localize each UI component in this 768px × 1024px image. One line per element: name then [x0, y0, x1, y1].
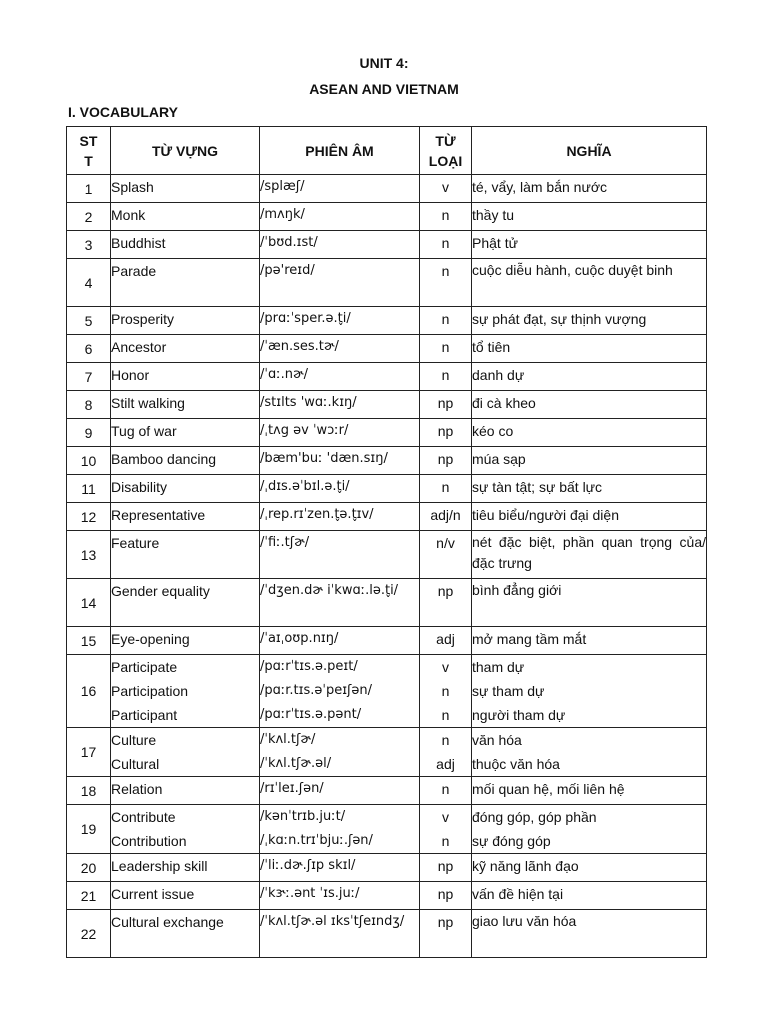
table-row: [67, 419, 707, 447]
word-type-cell: [420, 419, 472, 447]
phonetic: /ˈæn.ses.tɚ/: [260, 339, 339, 354]
phonetic: /ˈfiː.tʃɚ/: [260, 535, 310, 550]
row-number: 14: [67, 579, 111, 627]
meaning: nét đặc biệt, phần quan trọng của/ đặc trưng: [472, 534, 706, 571]
vocab-word: Representative: [111, 507, 206, 523]
vocab-word: Prosperity: [111, 311, 175, 327]
phonetic-cell: [260, 627, 420, 655]
phonetic: /rɪˈleɪ.ʃən/: [260, 781, 324, 796]
word-type: adj: [436, 756, 455, 772]
meaning: danh dự: [472, 367, 525, 383]
vocab-word: Stilt walking: [111, 395, 185, 411]
vocab-word: Splash: [111, 179, 154, 195]
table-row: [67, 363, 707, 391]
phonetic-cell: [260, 475, 420, 503]
phonetic: /ˌdɪs.əˈbɪl.ə.t̬i/: [260, 479, 350, 494]
table-row: [67, 854, 707, 882]
vocab-word: Parade: [111, 263, 157, 279]
meaning: tổ tiên: [472, 339, 511, 355]
word-type-cell: [420, 363, 472, 391]
word-type-cell: [420, 203, 472, 231]
phonetic-cell: [260, 882, 420, 910]
meaning-cell: [472, 335, 707, 363]
vocab-word: Ancestor: [111, 339, 167, 355]
word-type: n: [441, 207, 450, 223]
word-type: n: [441, 707, 450, 723]
vocab-word-cell: [111, 475, 260, 503]
meaning: cuộc diễu hành, cuộc duyệt binh: [472, 262, 673, 278]
word-type-cell: [420, 854, 472, 882]
phonetic-cell: [260, 805, 420, 854]
vocab-word-cell: [111, 307, 260, 335]
row-number: 21: [67, 882, 111, 910]
meaning: kéo co: [472, 423, 514, 439]
vocab-word-cell: [111, 447, 260, 475]
header-ipa: PHIÊN ÂM: [260, 127, 420, 175]
meaning-cell: [472, 391, 707, 419]
word-type: np: [437, 583, 454, 599]
meaning: té, vẩy, làm bắn nước: [472, 179, 608, 195]
phonetic: /stɪlts 'wɑː.kɪŋ/: [260, 395, 357, 410]
phonetic-cell: [260, 503, 420, 531]
vocab-word-cell: [111, 203, 260, 231]
table-row: [67, 882, 707, 910]
phonetic: /ˈkʌl.tʃɚ.əl/: [260, 756, 332, 771]
phonetic: /pə'reɪd/: [260, 263, 315, 278]
word-type-cell: [420, 777, 472, 805]
vocab-word: Contribute: [111, 809, 176, 825]
vocab-word: Disability: [111, 479, 168, 495]
vocab-word: Buddhist: [111, 235, 166, 251]
word-type-cell: [420, 231, 472, 259]
table-row: [67, 391, 707, 419]
meaning: mối quan hệ, mối liên hệ: [472, 781, 625, 797]
row-number: 13: [67, 531, 111, 579]
vocab-word-cell: [111, 910, 260, 958]
vocab-word: Cultural: [111, 756, 160, 772]
phonetic-cell: [260, 203, 420, 231]
word-type-cell: [420, 910, 472, 958]
meaning-cell: [472, 307, 707, 335]
meaning-cell: [472, 503, 707, 531]
meaning-cell: [472, 419, 707, 447]
word-type: v: [442, 809, 449, 825]
phonetic: /ˈbʊd.ɪst/: [260, 235, 318, 250]
meaning: kỹ năng lãnh đạo: [472, 858, 579, 874]
phonetic-cell: [260, 579, 420, 627]
vocab-word-cell: [111, 503, 260, 531]
table-body: [67, 175, 707, 958]
vocab-word-cell: [111, 363, 260, 391]
meaning-cell: [472, 203, 707, 231]
meaning: múa sạp: [472, 451, 526, 467]
phonetic-cell: [260, 728, 420, 777]
vocab-word-cell: [111, 627, 260, 655]
row-number: 11: [67, 475, 111, 503]
word-type-cell: [420, 805, 472, 854]
table-row: [67, 475, 707, 503]
phonetic-cell: [260, 175, 420, 203]
word-type-cell: [420, 335, 472, 363]
meaning: tiêu biểu/người đại diện: [472, 507, 619, 523]
meaning-cell: [472, 777, 707, 805]
word-type: n/v: [436, 535, 455, 551]
vocab-word: Honor: [111, 367, 150, 383]
word-type-cell: [420, 882, 472, 910]
table-row: [67, 203, 707, 231]
vocab-word-cell: [111, 531, 260, 579]
meaning: văn hóa: [472, 732, 522, 748]
meaning-cell: [472, 475, 707, 503]
meaning-cell: [472, 655, 707, 728]
phonetic: /bæm'buː 'dæn.sɪŋ/: [260, 451, 388, 466]
vocab-word-cell: [111, 259, 260, 307]
vocab-word-cell: [111, 335, 260, 363]
table-header-row: [67, 127, 707, 175]
meaning: sự tham dự: [472, 683, 545, 699]
word-type: np: [437, 886, 454, 902]
vocab-word: Monk: [111, 207, 146, 223]
phonetic: /pɑːr.tɪs.əˈpeɪʃən/: [260, 683, 373, 698]
word-type-cell: [420, 447, 472, 475]
row-number: 7: [67, 363, 111, 391]
table-row: [67, 805, 707, 854]
header-meaning: NGHĨA: [472, 127, 707, 175]
vocab-word-cell: [111, 777, 260, 805]
word-type: n: [441, 833, 450, 849]
meaning: đóng góp, góp phần: [472, 809, 597, 825]
table-row: [67, 259, 707, 307]
vocab-word: Participation: [111, 683, 189, 699]
phonetic-cell: [260, 335, 420, 363]
meaning-cell: [472, 910, 707, 958]
meaning: thuộc văn hóa: [472, 756, 560, 772]
row-number: 15: [67, 627, 111, 655]
word-type: n: [441, 235, 450, 251]
table-row: [67, 231, 707, 259]
row-number: 17: [67, 728, 111, 777]
meaning: tham dự: [472, 659, 525, 675]
meaning-cell: [472, 447, 707, 475]
word-type-cell: [420, 531, 472, 579]
table-row: [67, 627, 707, 655]
table-row: [67, 655, 707, 728]
meaning-cell: [472, 363, 707, 391]
row-number: 1: [67, 175, 111, 203]
word-type: n: [441, 479, 450, 495]
phonetic: /prɑːˈsper.ə.t̬i/: [260, 311, 351, 326]
word-type-cell: [420, 307, 472, 335]
word-type: adj: [436, 631, 455, 647]
row-number: 4: [67, 259, 111, 307]
word-type-cell: [420, 475, 472, 503]
row-number: 22: [67, 910, 111, 958]
phonetic: /ˈaɪˌoʊp.nɪŋ/: [260, 631, 339, 646]
phonetic-cell: [260, 777, 420, 805]
word-type: v: [442, 179, 449, 195]
row-number: 20: [67, 854, 111, 882]
phonetic-cell: [260, 447, 420, 475]
header-stt: ST T: [67, 127, 111, 175]
phonetic: /ˈkʌl.tʃɚ.əl ɪksˈtʃeɪndʒ/: [260, 914, 405, 929]
meaning-cell: [472, 627, 707, 655]
vocab-word-cell: [111, 231, 260, 259]
vocabulary-table: [66, 126, 707, 958]
row-number: 16: [67, 655, 111, 728]
word-type-cell: [420, 175, 472, 203]
meaning-cell: [472, 175, 707, 203]
row-number: 18: [67, 777, 111, 805]
word-type: n: [441, 339, 450, 355]
meaning-cell: [472, 531, 707, 579]
phonetic-cell: [260, 363, 420, 391]
meaning-cell: [472, 728, 707, 777]
phonetic-cell: [260, 655, 420, 728]
vocab-word: Tug of war: [111, 423, 177, 439]
meaning: sự phát đạt, sự thịnh vượng: [472, 311, 647, 327]
meaning-cell: [472, 854, 707, 882]
word-type: n: [441, 367, 450, 383]
meaning: giao lưu văn hóa: [472, 913, 577, 929]
meaning: bình đẳng giới: [472, 582, 562, 598]
vocab-word-cell: [111, 882, 260, 910]
word-type: n: [441, 683, 450, 699]
vocab-word: Leadership skill: [111, 858, 208, 874]
word-type-cell: [420, 391, 472, 419]
meaning-cell: [472, 579, 707, 627]
section-heading: I. VOCABULARY: [68, 104, 178, 120]
vocab-word-cell: [111, 655, 260, 728]
vocab-word-cell: [111, 175, 260, 203]
table-row: [67, 579, 707, 627]
vocab-word: Bamboo dancing: [111, 451, 217, 467]
word-type: np: [437, 451, 454, 467]
vocab-word: Contribution: [111, 833, 187, 849]
meaning: sự tàn tật; sự bất lực: [472, 479, 603, 495]
word-type-cell: [420, 627, 472, 655]
word-type-cell: [420, 579, 472, 627]
phonetic-cell: [260, 231, 420, 259]
word-type-cell: [420, 655, 472, 728]
word-type: np: [437, 423, 454, 439]
table-row: [67, 447, 707, 475]
phonetic: /ˌkɑːn.trɪˈbjuː.ʃən/: [260, 833, 373, 848]
unit-subtitle: ASEAN AND VIETNAM: [309, 81, 459, 97]
row-number: 6: [67, 335, 111, 363]
phonetic-cell: [260, 391, 420, 419]
phonetic: /ˈdʒen.dɚ iˈkwɑː.lə.t̬i/: [260, 583, 399, 598]
row-number: 3: [67, 231, 111, 259]
word-type: np: [437, 395, 454, 411]
row-number: 5: [67, 307, 111, 335]
phonetic: /pɑːrˈtɪs.ə.peɪt/: [260, 659, 358, 674]
vocab-word: Cultural exchange: [111, 914, 224, 930]
row-number: 2: [67, 203, 111, 231]
vocab-word-cell: [111, 391, 260, 419]
vocab-word: Participate: [111, 659, 178, 675]
phonetic: /ˈkɝː.ənt ˈɪs.juː/: [260, 886, 360, 901]
phonetic: /ˈkʌl.tʃɚ/: [260, 732, 316, 747]
meaning: vấn đề hiện tại: [472, 886, 564, 902]
header-word: TỪ VỰNG: [111, 127, 260, 175]
phonetic: /pɑːrˈtɪs.ə.pənt/: [260, 707, 362, 722]
phonetic-cell: [260, 419, 420, 447]
meaning: đi cà kheo: [472, 395, 536, 411]
vocab-word-cell: [111, 854, 260, 882]
word-type: np: [437, 858, 454, 874]
header-pos: TỪ LOẠI: [420, 127, 472, 175]
vocab-word: Eye-opening: [111, 631, 190, 647]
phonetic: /ˈliː.dɚ.ʃɪp skɪl/: [260, 858, 356, 873]
word-type: v: [442, 659, 449, 675]
vocab-word: Relation: [111, 781, 163, 797]
table-row: [67, 335, 707, 363]
meaning: sự đóng góp: [472, 833, 551, 849]
phonetic-cell: [260, 259, 420, 307]
vocab-word: Gender equality: [111, 583, 210, 599]
meaning-cell: [472, 805, 707, 854]
meaning: Phật tử: [472, 235, 518, 251]
table-row: [67, 777, 707, 805]
row-number: 10: [67, 447, 111, 475]
word-type: adj/n: [430, 507, 461, 523]
vocab-word-cell: [111, 579, 260, 627]
phonetic-cell: [260, 531, 420, 579]
row-number: 8: [67, 391, 111, 419]
vocab-word-cell: [111, 728, 260, 777]
row-number: 9: [67, 419, 111, 447]
meaning-cell: [472, 259, 707, 307]
meaning-cell: [472, 882, 707, 910]
phonetic: /ˈɑː.nɚ/: [260, 367, 308, 382]
meaning-cell: [472, 231, 707, 259]
meaning: mở mang tầm mắt: [472, 631, 587, 647]
phonetic: /ˌtʌg əv ˈwɔːr/: [260, 423, 349, 438]
vocab-word-cell: [111, 805, 260, 854]
phonetic: /ˌrep.rɪˈzen.t̬ə.t̬ɪv/: [260, 507, 374, 522]
table-row: [67, 910, 707, 958]
word-type: np: [437, 914, 454, 930]
table-row: [67, 531, 707, 579]
table-row: [67, 307, 707, 335]
phonetic: /mʌŋk/: [260, 207, 305, 222]
row-number: 19: [67, 805, 111, 854]
table-row: [67, 175, 707, 203]
word-type: n: [441, 781, 450, 797]
meaning: thầy tu: [472, 207, 515, 223]
word-type-cell: [420, 503, 472, 531]
vocab-word-cell: [111, 419, 260, 447]
phonetic-cell: [260, 910, 420, 958]
word-type: n: [441, 311, 450, 327]
unit-title: UNIT 4:: [359, 55, 409, 71]
phonetic: /kənˈtrɪb.juːt/: [260, 809, 346, 824]
row-number: 12: [67, 503, 111, 531]
word-type-cell: [420, 728, 472, 777]
vocab-word: Current issue: [111, 886, 195, 902]
vocab-word: Culture: [111, 732, 157, 748]
word-type-cell: [420, 259, 472, 307]
word-type: n: [441, 732, 450, 748]
vocab-word: Participant: [111, 707, 178, 723]
meaning: người tham dự: [472, 707, 566, 723]
table-row: [67, 503, 707, 531]
phonetic: /splæʃ/: [260, 179, 305, 194]
vocab-word: Feature: [111, 535, 160, 551]
phonetic-cell: [260, 307, 420, 335]
word-type: n: [441, 263, 450, 279]
phonetic-cell: [260, 854, 420, 882]
table-row: [67, 728, 707, 777]
